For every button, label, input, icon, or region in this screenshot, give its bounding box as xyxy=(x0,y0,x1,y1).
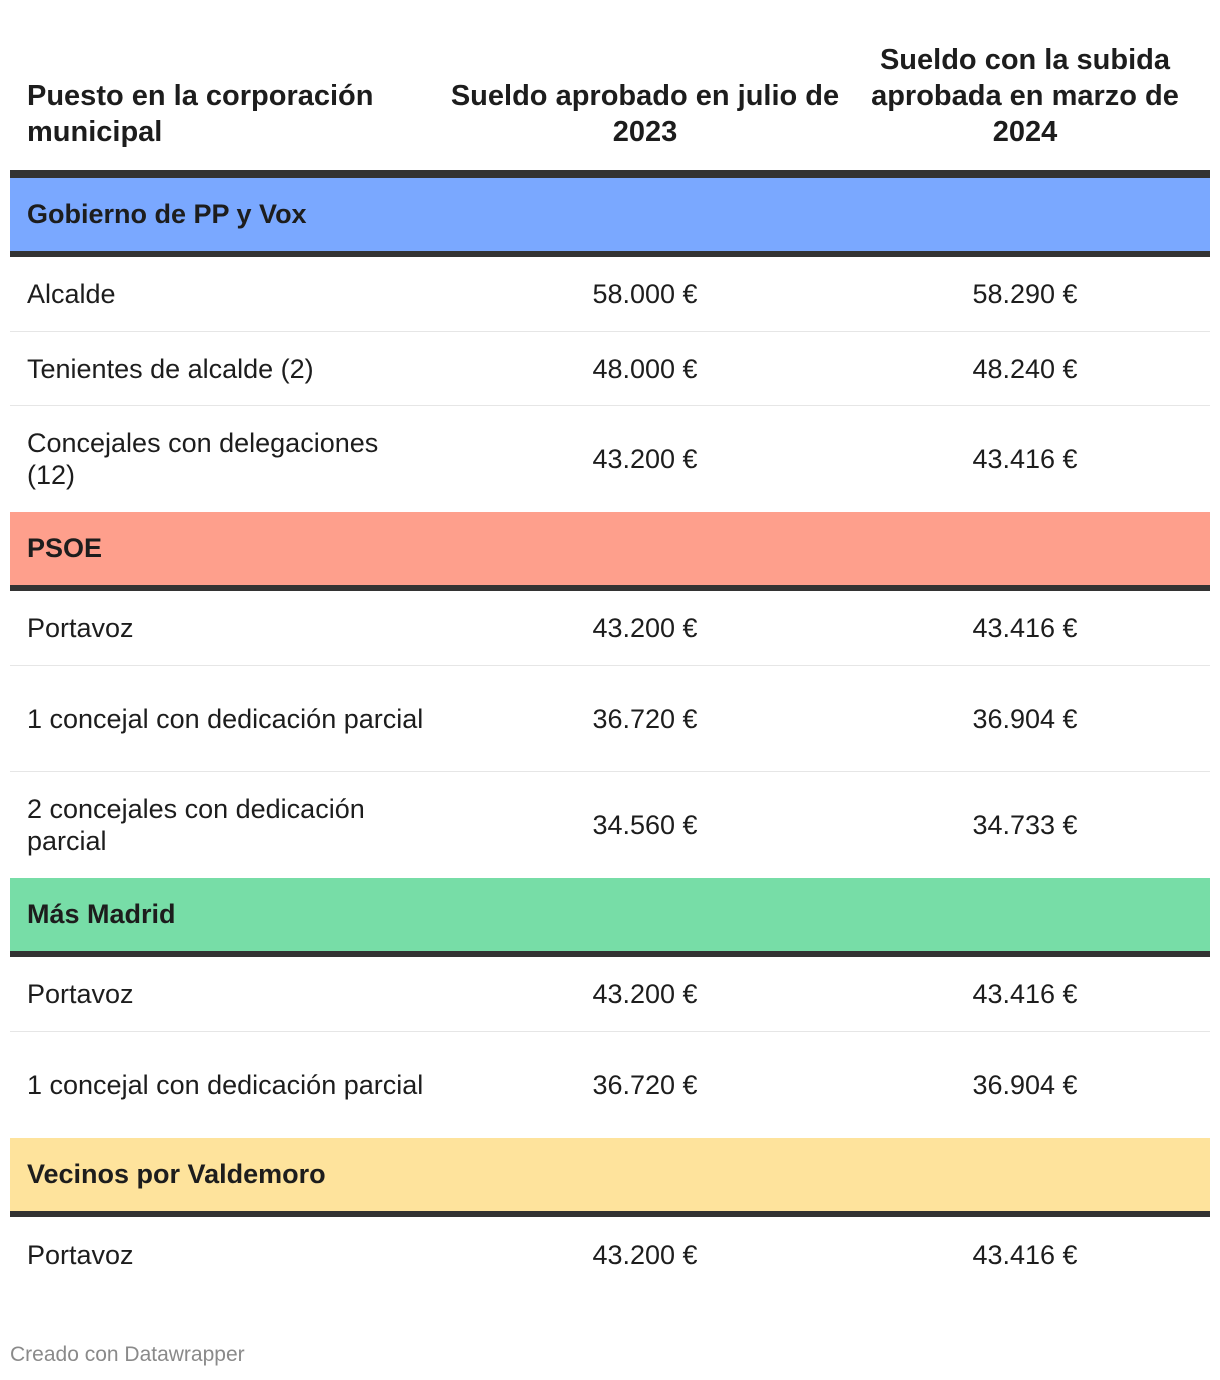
table-row xyxy=(10,666,1210,772)
column-header-julio-2023: Sueldo aprobado en julio de 2023 xyxy=(450,80,840,148)
cell-marzo-2024: 36.904 € xyxy=(972,1070,1078,1100)
cell-julio-2023: 43.200 € xyxy=(592,613,698,643)
table-row xyxy=(10,957,1210,1032)
group-label: PSOE xyxy=(27,533,103,563)
footer-credit: Creado con Datawrapper xyxy=(10,1343,245,1366)
cell-puesto: 2 concejales con dedicación parcial xyxy=(27,794,365,856)
table-row xyxy=(10,332,1210,406)
cell-marzo-2024: 58.290 € xyxy=(972,279,1078,309)
group-label: Vecinos por Valdemoro xyxy=(27,1159,326,1189)
group-label: Gobierno de PP y Vox xyxy=(27,199,307,229)
cell-puesto: Tenientes de alcalde (2) xyxy=(27,353,314,384)
cell-marzo-2024: 43.416 € xyxy=(972,1239,1078,1270)
cell-julio-2023: 58.000 € xyxy=(592,279,698,309)
cell-puesto: Portavoz xyxy=(27,979,134,1009)
table-row xyxy=(10,257,1210,332)
cell-julio-2023: 36.720 € xyxy=(592,1070,698,1100)
table-body xyxy=(10,178,1210,1292)
cell-julio-2023: 43.200 € xyxy=(592,979,698,1009)
cell-julio-2023: 48.000 € xyxy=(592,353,698,384)
cell-puesto: Portavoz xyxy=(27,613,134,643)
cell-marzo-2024: 34.733 € xyxy=(972,810,1078,840)
table-row xyxy=(10,1032,1210,1138)
column-header-marzo-2024: Sueldo con la subida aprobada en marzo de 2024 xyxy=(871,44,1179,148)
header-rule xyxy=(10,170,1210,178)
cell-puesto: Alcalde xyxy=(27,279,116,309)
table-row xyxy=(10,591,1210,666)
group-header xyxy=(10,878,1210,951)
group-label: Más Madrid xyxy=(27,899,176,929)
cell-puesto: 1 concejal con dedicación parcial xyxy=(27,703,424,734)
group-header xyxy=(10,178,1210,251)
table-row xyxy=(10,1217,1210,1292)
cell-julio-2023: 43.200 € xyxy=(592,1239,698,1270)
column-header-puesto: Puesto en la corporación municipal xyxy=(27,80,374,148)
cell-marzo-2024: 48.240 € xyxy=(972,353,1078,384)
cell-julio-2023: 36.720 € xyxy=(592,703,698,734)
cell-marzo-2024: 36.904 € xyxy=(972,703,1078,734)
cell-julio-2023: 43.200 € xyxy=(592,444,698,474)
cell-puesto: Portavoz xyxy=(27,1239,134,1270)
cell-puesto: 1 concejal con dedicación parcial xyxy=(27,1070,424,1100)
group-header xyxy=(10,1138,1210,1211)
group-header xyxy=(10,512,1210,585)
table-row xyxy=(10,406,1210,512)
cell-marzo-2024: 43.416 € xyxy=(972,613,1078,643)
table-row xyxy=(10,772,1210,878)
salary-table xyxy=(10,0,1210,1292)
cell-marzo-2024: 43.416 € xyxy=(972,979,1078,1009)
cell-julio-2023: 34.560 € xyxy=(592,810,698,840)
cell-puesto: Concejales con delegaciones (12) xyxy=(27,428,379,490)
cell-marzo-2024: 43.416 € xyxy=(972,444,1078,474)
table-header xyxy=(10,0,1210,170)
